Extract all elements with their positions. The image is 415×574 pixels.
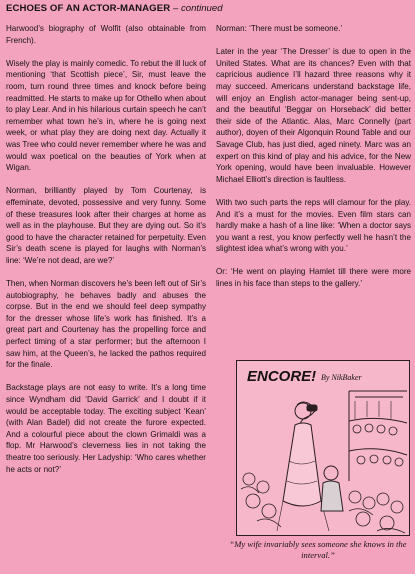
woman-with-opera-glasses: [277, 402, 329, 531]
cartoon-drawing: [237, 361, 409, 535]
cartoon-title: ENCORE!: [247, 368, 317, 385]
cartoon-caption: “My wife invariably sees someone she knows in the interval.”: [229, 539, 407, 560]
article-title: ECHOES OF AN ACTOR-MANAGER: [6, 3, 171, 14]
paragraph: Backstage plays are not easy to write. It’s a long time since Wyndham did ‘David Garrick’ and I doubt if it would be acceptable today. The exciting subject ‘Kean’ (with Alan Badel) did not create the furore expected. And a colourful piece about the clown Grimaldi was a flop. Mr Harwood’s cleverness lies in not taking the theatre too seriously. Her Ladyship: ‘Who cares whether he acts or not?’: [6, 383, 206, 474]
theatre-box: [349, 391, 407, 481]
paragraph: With two such parts the reps will clamour for the play. And it’s a must for the movies. Even film stars can hardly make a hash of a line like: ‘When a doctor says you want a rest, you know perfectly well he hasn’t the slightest idea what’s wrong with you.’: [216, 197, 411, 254]
page-header: [6, 3, 410, 15]
paragraph: Norman, brilliantly played by Tom Courtenay, is effeminate, devoted, possessive and very funny. Some of these treasures look after their charges at home as well as in the playhouse. But they are dying out. So it’s good to have the character retained for perpetuity. Even Sir’s death scene is played for laughs with Norman’s line: ‘We’re not dead, are we?’: [6, 186, 206, 265]
seated-man: [321, 466, 343, 511]
paragraph: Norman: ‘There must be someone.’: [216, 24, 343, 33]
audience-heads: [353, 424, 403, 466]
cartoon-byline: By NikBaker: [321, 373, 362, 382]
right-column: [216, 23, 411, 301]
continued-label: – continued: [172, 3, 223, 14]
paragraph: Harwood’s biography of Wolfit (also obtainable from French).: [6, 24, 206, 45]
paragraph: Then, when Norman discovers he’s been left out of Sir’s autobiography, he behaves badly and abuses the corpse. But in the end we should feel deep sympathy for the dresser whose life’s work has finished. It’s a great part and Courtenay has the propelling force and perfect timing of a star performer; but the afternoon I saw him, at the Queen’s, he lacked the pathos required for the finale.: [6, 279, 206, 370]
cartoon-illustration: [236, 360, 410, 536]
paragraph: Wisely the play is mainly comedic. To rebut the ill luck of mentioning ‘that Scottish piece’, Sir, must leave the room, turn round three times and knock before being readmitted. He starts to make up for Othello when about to play Lear. And in his hilarious curtain speech he can’t remember what town he’s in, where he is going next week, or what play they are doing next day. Actually it was Tree who could never remember where he was and would wax poetical on the beauties of York when at Wigan.: [6, 58, 206, 173]
left-column: [6, 23, 206, 487]
paragraph: Or: ‘He went on playing Hamlet till there were more lines in his face than steps to the gallery.’: [216, 267, 411, 289]
paragraph: Later in the year ‘The Dresser’ is due to open in the United States. What are its chances? Even with that capricious audience I’ll hazard three reasons why it may succeed. Americans understand backstage life, will enjoy an English actor-manager being sent-up, and the beautiful ‘Beggar on Horseback’ did better their side of the Atlantic. Alas, Marc Connelly (part author), doyen of their Algonquin Round Table and our Savage Club, has just died, aged ninety. Marc was an expert on this kind of play and his advice, for the New York opening, would have been invaluable. However Michael Elliott’s direction is faultless.: [216, 47, 411, 184]
